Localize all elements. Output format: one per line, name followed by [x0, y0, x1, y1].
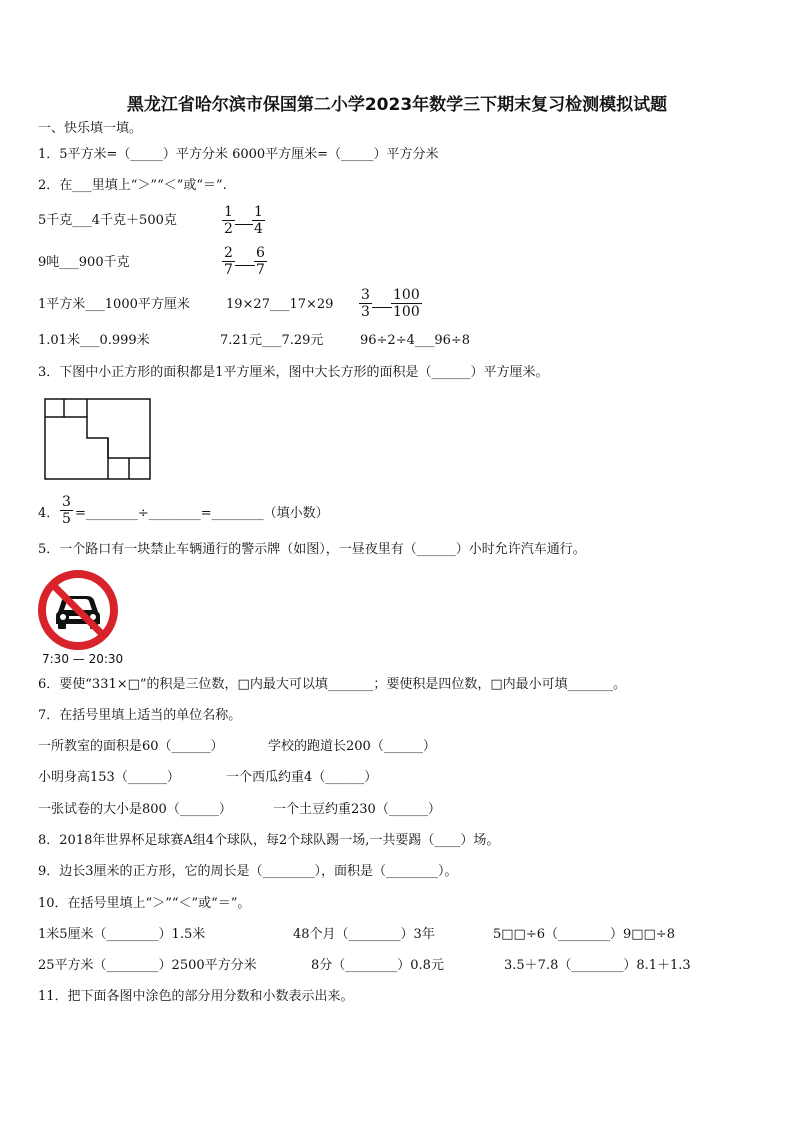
q2-fraction-left-3: 3 3: [361, 287, 370, 320]
question-11: 11．把下面各图中涂色的部分用分数和小数表示出来。: [38, 989, 354, 1004]
q2-row1-left: 5千克___4千克＋500克: [38, 213, 177, 228]
q2-fraction-right-2: 6 7: [256, 245, 265, 278]
question-3: 3．下图中小正方形的面积都是1平方厘米，图中大长方形的面积是（______）平方厘米。: [38, 365, 549, 380]
question-4: =________÷________=________（填小数）: [75, 506, 329, 521]
rectangle-grid-figure: [44, 398, 152, 481]
question-2: 2．在___里填上“＞”“＜”或“＝”.: [38, 178, 227, 193]
q4-fraction: 3 5: [62, 494, 71, 527]
q7-item-classroom: 一所教室的面积是60（______）: [38, 739, 224, 754]
question-5: 5．一个路口有一块禁止车辆通行的警示牌（如图），一昼夜里有（______）小时允许汽车通行。: [38, 542, 586, 557]
q7-item-potato: 一个土豆约重230（______）: [273, 802, 441, 817]
q10-item-d: 25平方米（________）2500平方分米: [38, 958, 257, 973]
q2-row4-mid: 7.21元___7.29元: [220, 333, 324, 348]
question-10: 10．在括号里填上“＞”“＜”或“＝”。: [38, 896, 251, 911]
question-6: 6．要使“331×□”的积是三位数，□内最大可以填_______；要使积是四位数，□内最小可填_______。: [38, 677, 627, 692]
question-7: 7．在括号里填上适当的单位名称。: [38, 708, 242, 723]
q2-fraction-right-1: 1 4: [254, 204, 263, 237]
q7-item-watermelon: 一个西瓜约重4（______）: [226, 770, 378, 785]
q2-blank-1: [235, 224, 253, 225]
q2-row2-left: 9吨___900千克: [38, 255, 130, 270]
q2-fraction-right-3: 100 100: [393, 287, 420, 320]
section-heading: 一、快乐填一填。: [38, 121, 143, 136]
q2-row4-left: 1.01米___0.999米: [38, 333, 150, 348]
q2-fraction-left-1: 1 2: [224, 204, 233, 237]
question-8: 8．2018年世界杯足球赛A组4个球队，每2个球队踢一场,一共要踢（____）场。: [38, 833, 500, 848]
question-4-number: 4．: [38, 506, 60, 521]
q2-blank-2: [235, 265, 255, 266]
q7-item-track: 学校的跑道长200（______）: [268, 739, 436, 754]
q10-item-a: 1米5厘米（________）1.5米: [38, 927, 206, 942]
q10-item-f: 3.5＋7.8（________）8.1＋1.3: [504, 958, 691, 973]
q2-fraction-left-2: 2 7: [224, 245, 233, 278]
question-1: 1．5平方米=（_____）平方分米 6000平方厘米=（_____）平方分米: [38, 147, 439, 162]
q10-item-e: 8分（________）0.8元: [311, 958, 444, 973]
q10-item-b: 48个月（________）3年: [293, 927, 435, 942]
q2-row3-mid: 19×27___17×29: [226, 297, 334, 312]
sign-time-label: 7:30 — 20:30: [42, 652, 124, 666]
question-9: 9．边长3厘米的正方形，它的周长是（________），面积是（________）。: [38, 864, 458, 879]
q2-row4-right: 96÷2÷4___96÷8: [360, 333, 471, 348]
q2-row3-left: 1平方米___1000平方厘米: [38, 297, 190, 312]
no-vehicles-sign-icon: [36, 568, 120, 652]
q7-item-height: 小明身高153（______）: [38, 770, 180, 785]
page-title: 黑龙江省哈尔滨市保国第二小学2023年数学三下期末复习检测模拟试题: [126, 95, 668, 115]
q10-item-c: 5□□÷6（________）9□□÷8: [493, 927, 676, 942]
q2-blank-3: [372, 307, 392, 308]
q7-item-paper: 一张试卷的大小是800（______）: [38, 802, 232, 817]
